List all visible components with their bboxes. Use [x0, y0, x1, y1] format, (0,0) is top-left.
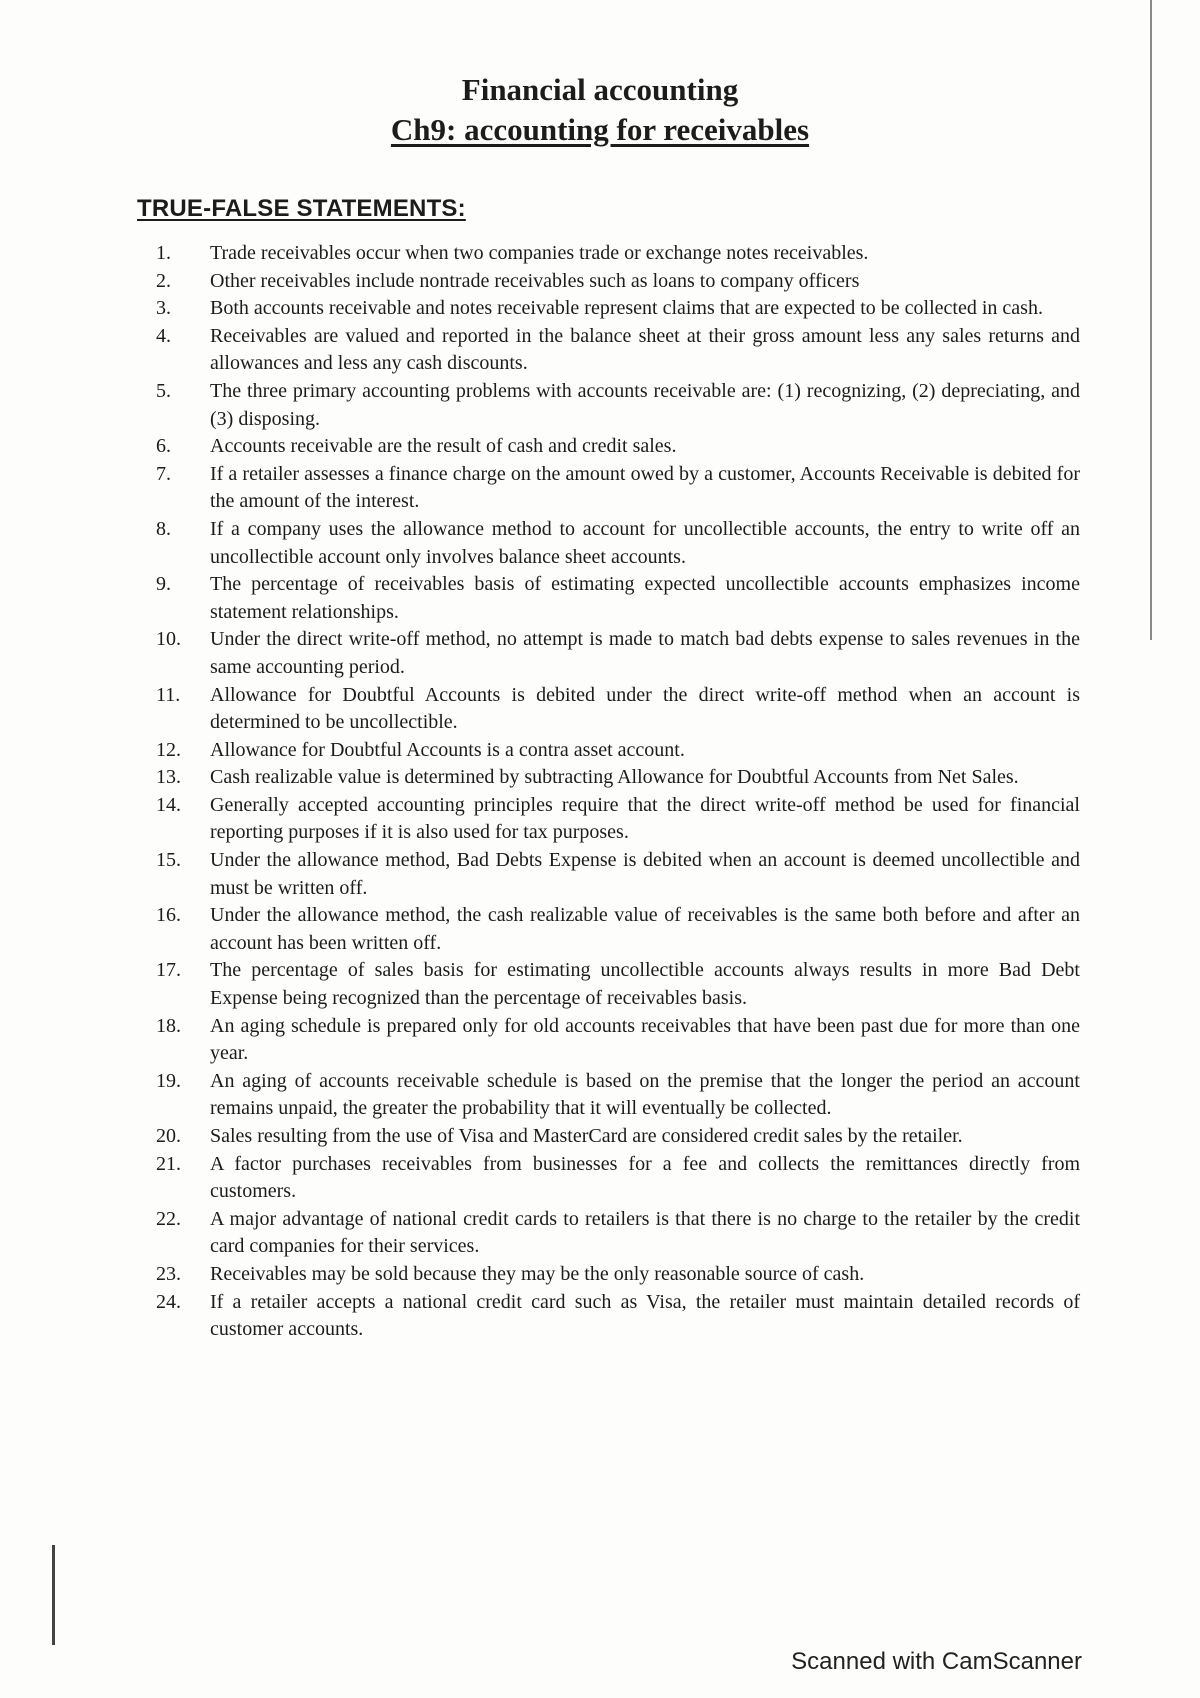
statement-number: 5. — [156, 379, 171, 402]
statement-item — [150, 1206, 1080, 1261]
statement-item — [150, 1151, 1080, 1206]
statement-item — [150, 764, 1080, 792]
statement-item — [150, 957, 1080, 1012]
statement-text: If a company uses the allowance method to account for uncollectible accounts, the entry to write off an uncollectible account only involves balance sheet accounts. — [210, 517, 1080, 568]
statement-text: A factor purchases receivables from businesses for a fee and collects the remittances directly from customers. — [210, 1152, 1080, 1203]
statement-text: Trade receivables occur when two companies trade or exchange notes receivables. — [210, 242, 869, 264]
statement-text: Allowance for Doubtful Accounts is a contra asset account. — [210, 738, 685, 761]
statement-item — [150, 847, 1080, 902]
statement-text: Accounts receivable are the result of cash and credit sales. — [210, 435, 677, 458]
statement-number: 18. — [156, 1014, 181, 1037]
document-title: Financial accounting — [461, 72, 739, 107]
statement-number: 8. — [156, 517, 171, 540]
statement-text: Receivables may be sold because they may be the only reasonable source of cash. — [210, 1262, 865, 1285]
statement-number: 17. — [156, 959, 181, 982]
statement-text: An aging of accounts receivable schedule is based on the premise that the longer the period an account remains unpaid, the greater the probability that it will eventually be collected. — [210, 1069, 1080, 1120]
scanner-watermark: Scanned with CamScanner — [791, 1648, 1082, 1675]
statement-item — [150, 1289, 1080, 1344]
margin-mark — [52, 1545, 55, 1645]
statement-number: 10. — [156, 628, 181, 651]
statement-item — [150, 268, 1080, 296]
statement-number: 11. — [156, 683, 181, 706]
statement-item — [150, 1068, 1080, 1123]
statement-text: A major advantage of national credit cards to retailers is that there is no charge to the retailer by the credit card companies for their services. — [210, 1207, 1080, 1258]
statement-text: Generally accepted accounting principles require that the direct write-off method be used for financial reporting purposes if it is also used for tax purposes. — [210, 793, 1080, 844]
statement-number: 22. — [156, 1207, 181, 1230]
statement-number: 20. — [156, 1125, 181, 1147]
statement-text: An aging schedule is prepared only for old accounts receivables that have been past due for more than one year. — [210, 1014, 1080, 1065]
statement-text: Other receivables include nontrade receivables such as loans to company officers — [210, 269, 860, 292]
statement-item — [150, 295, 1080, 323]
statement-number: 24. — [156, 1290, 181, 1313]
document-header — [0, 70, 1200, 150]
statement-number: 14. — [156, 793, 181, 816]
statement-item — [150, 1013, 1080, 1068]
statement-text: The three primary accounting problems with accounts receivable are: (1) recognizing, (2) depreciating, and (3) disposing. — [210, 379, 1080, 430]
statement-number: 3. — [156, 297, 171, 320]
statement-item — [150, 461, 1080, 516]
statement-text: Under the direct write-off method, no attempt is made to match bad debts expense to sales revenues in the same accounting period. — [210, 628, 1080, 678]
statement-text: Sales resulting from the use of Visa and MasterCard are considered credit sales by the retailer. — [210, 1125, 963, 1147]
statement-text: Cash realizable value is determined by subtracting Allowance for Doubtful Accounts from Net Sales. — [210, 766, 1019, 789]
statement-item — [150, 1261, 1080, 1289]
statement-number: 9. — [156, 573, 171, 596]
statement-list — [150, 240, 1080, 1344]
statement-item — [150, 682, 1080, 737]
statement-number: 7. — [156, 462, 171, 485]
statement-number: 1. — [156, 242, 171, 264]
statement-number: 13. — [156, 766, 181, 789]
statement-item — [150, 571, 1080, 626]
statement-text: Under the allowance method, Bad Debts Expense is debited when an account is deemed uncollectible and must be written off. — [210, 849, 1080, 899]
statement-text: The percentage of sales basis for estimating uncollectible accounts always results in more Bad Debt Expense being recognized than the percentage of receivables basis. — [210, 959, 1080, 1010]
statement-text: Allowance for Doubtful Accounts is debited under the direct write-off method when an account is determined to be uncollectible. — [210, 683, 1080, 734]
section-heading: TRUE-FALSE STATEMENTS: — [137, 195, 466, 222]
statement-item — [150, 240, 1080, 268]
statement-text: If a retailer assesses a finance charge on the amount owed by a customer, Accounts Receivable is debited for the amount of the interest. — [210, 462, 1080, 513]
chapter-subtitle: Ch9: accounting for receivables — [390, 112, 810, 147]
statement-number: 19. — [156, 1069, 181, 1092]
statement-text: If a retailer accepts a national credit card such as Visa, the retailer must maintain detailed records of customer accounts. — [210, 1290, 1080, 1341]
statement-number: 12. — [156, 738, 181, 761]
statement-text: The percentage of receivables basis of estimating expected uncollectible accounts emphasizes income statement relationships. — [210, 573, 1080, 623]
statement-item — [150, 737, 1080, 765]
statement-number: 4. — [156, 324, 171, 347]
statement-number: 16. — [156, 904, 181, 927]
statement-item — [150, 902, 1080, 957]
statement-item — [150, 626, 1080, 681]
statement-number: 2. — [156, 269, 171, 292]
statement-number: 15. — [156, 849, 181, 872]
statement-text: Receivables are valued and reported in the balance sheet at their gross amount less any sales returns and allowances and less any cash discounts. — [210, 324, 1080, 375]
statement-item — [150, 1123, 1080, 1151]
statement-text: Under the allowance method, the cash realizable value of receivables is the same both before and after an account has been written off. — [210, 904, 1080, 954]
statement-number: 23. — [156, 1262, 181, 1285]
statement-item — [150, 378, 1080, 433]
statement-item — [150, 516, 1080, 571]
statement-item — [150, 792, 1080, 847]
statement-item — [150, 433, 1080, 461]
statement-number: 6. — [156, 435, 171, 458]
statement-text: Both accounts receivable and notes receivable represent claims that are expected to be collected in cash. — [210, 297, 1043, 320]
statement-number: 21. — [156, 1152, 181, 1175]
statement-item — [150, 323, 1080, 378]
